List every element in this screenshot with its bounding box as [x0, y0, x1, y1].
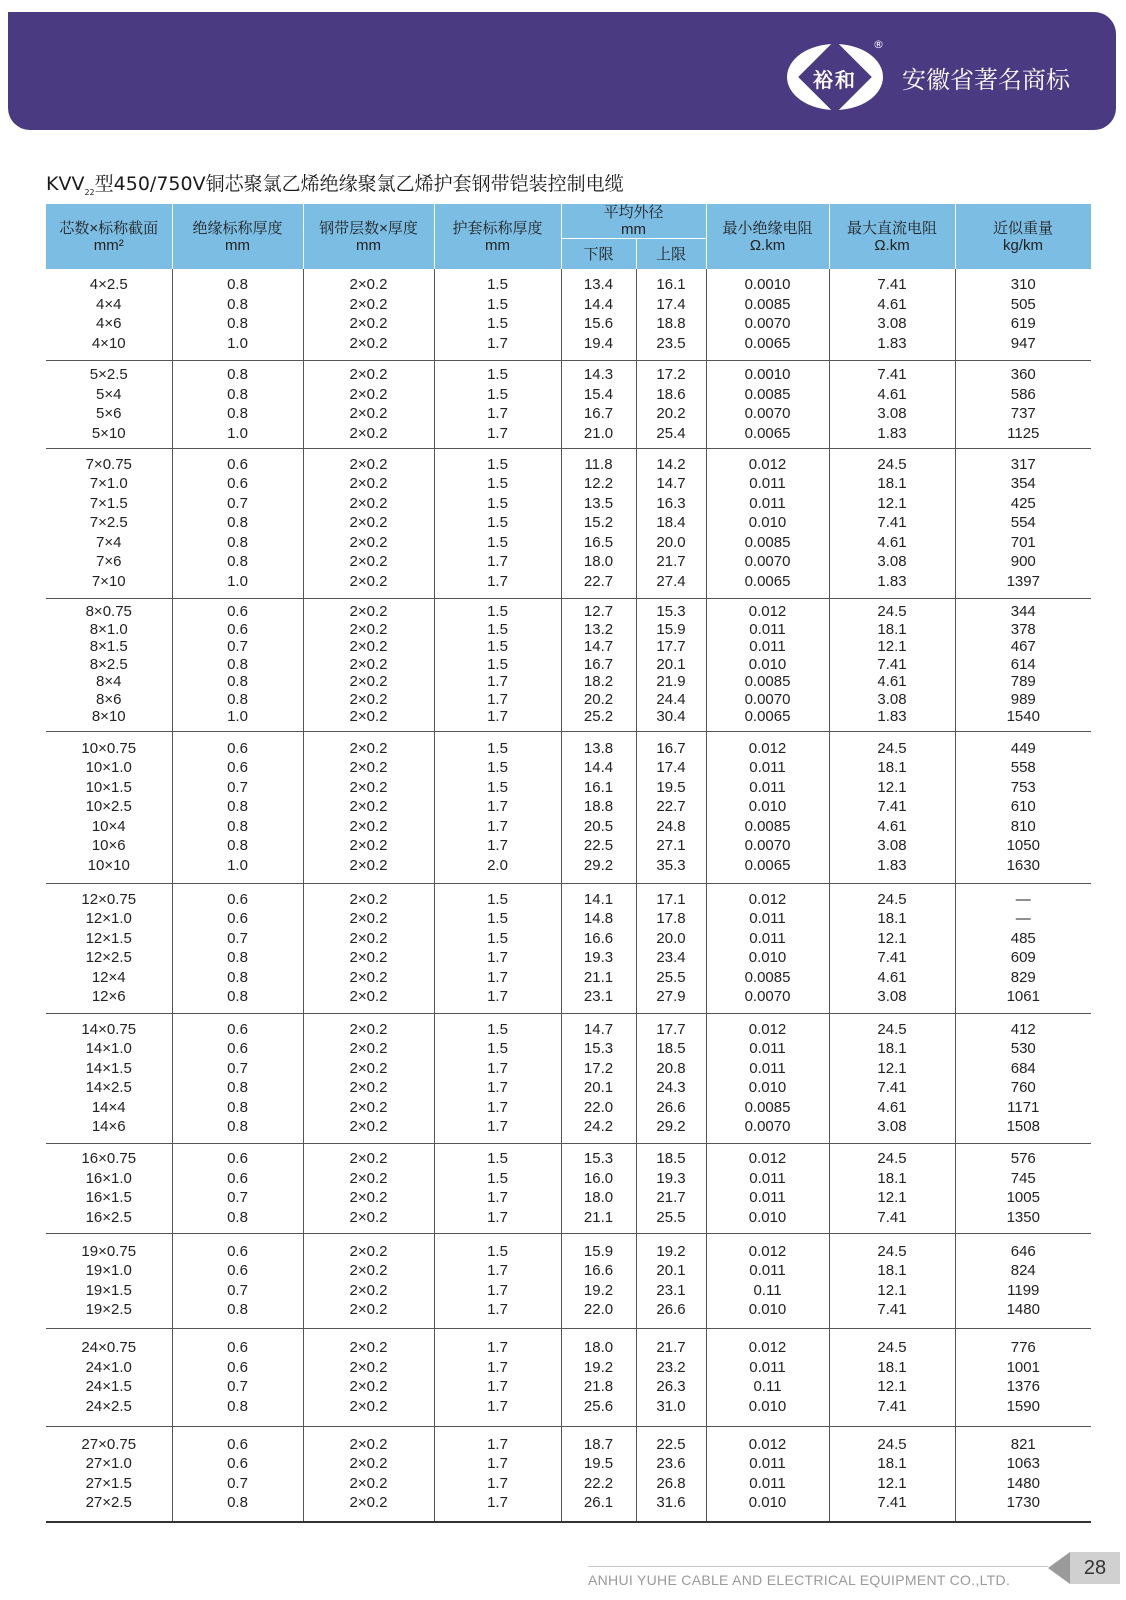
header-insulation-thickness	[172, 204, 303, 269]
cell-sheath-thickness: 1.5 1.5 1.7 1.7	[434, 1143, 561, 1233]
cell-dc-resistance: 24.5 18.1 12.1 7.41 4.61 3.08	[829, 883, 955, 1013]
cell-dc-resistance: 7.41 4.61 3.08 1.83	[829, 360, 955, 448]
cell-od-lower: 18.0 19.2 21.8 25.6	[561, 1328, 636, 1426]
cell-od-upper: 16.7 17.4 19.5 22.7 24.8 27.1 35.3	[636, 731, 706, 883]
logo-text: 裕和	[813, 68, 857, 92]
header-weight-label: 近似重量	[993, 219, 1054, 237]
header-dc-resistance-unit: Ω.km	[874, 236, 910, 254]
cell-steel-tape: 2×0.2 2×0.2 2×0.2 2×0.2 2×0.2 2×0.2 2×0.2	[303, 598, 434, 731]
title-prefix: KVV	[46, 173, 85, 195]
page-title	[46, 169, 624, 197]
cell-od-lower: 13.8 14.4 16.1 18.8 20.5 22.5 29.2	[561, 731, 636, 883]
cell-weight: 776 1001 1376 1590	[955, 1328, 1091, 1426]
cell-od-lower: 14.3 15.4 16.7 21.0	[561, 360, 636, 448]
cell-sheath-thickness: 1.5 1.5 1.7 1.7	[434, 360, 561, 448]
cell-core-size: 4×2.5 4×4 4×6 4×10	[46, 269, 172, 360]
cell-insulation-resistance: 0.0010 0.0085 0.0070 0.0065	[706, 360, 829, 448]
cell-insulation-resistance: 0.012 0.011 0.011 0.010 0.0085 0.0070	[706, 883, 829, 1013]
page-number: 28	[1070, 1552, 1120, 1584]
cell-weight: 449 558 753 610 810 1050 1630	[955, 731, 1091, 883]
header-sheath-label: 护套标称厚度	[452, 219, 543, 237]
header-outer-diameter-label: 平均外径	[603, 204, 664, 221]
table-row	[46, 1143, 1091, 1233]
header-weight	[955, 204, 1091, 269]
footer-divider	[588, 1566, 1048, 1567]
cell-core-size: 7×0.75 7×1.0 7×1.5 7×2.5 7×4 7×6 7×10	[46, 448, 172, 598]
cell-insulation-resistance: 0.012 0.011 0.011 0.010	[706, 1143, 829, 1233]
header-od-upper: 上限	[636, 239, 706, 270]
cell-dc-resistance: 24.5 18.1 12.1 7.41 4.61 3.08 1.83	[829, 448, 955, 598]
cell-od-lower: 15.9 16.6 19.2 22.0	[561, 1233, 636, 1328]
cell-steel-tape: 2×0.2 2×0.2 2×0.2 2×0.2	[303, 1143, 434, 1233]
title-subscript: 22	[84, 187, 95, 197]
cell-core-size: 27×0.75 27×1.0 27×1.5 27×2.5	[46, 1426, 172, 1522]
header-sheath-thickness	[434, 204, 561, 269]
cell-insulation-thickness: 0.6 0.6 0.7 0.8	[172, 1328, 303, 1426]
cell-insulation-resistance: 0.012 0.011 0.011 0.010	[706, 1426, 829, 1522]
header-insulation-resistance-unit: Ω.km	[749, 236, 786, 254]
header-dc-resistance	[829, 204, 955, 269]
cell-steel-tape: 2×0.2 2×0.2 2×0.2 2×0.2	[303, 360, 434, 448]
table-row	[46, 1426, 1091, 1522]
cell-steel-tape: 2×0.2 2×0.2 2×0.2 2×0.2 2×0.2 2×0.2 2×0.2	[303, 448, 434, 598]
cell-dc-resistance: 24.5 18.1 12.1 7.41 4.61 3.08 1.83	[829, 731, 955, 883]
cell-insulation-resistance: 0.0010 0.0085 0.0070 0.0065	[706, 269, 829, 360]
cell-insulation-thickness: 0.8 0.8 0.8 1.0	[172, 360, 303, 448]
table-row	[46, 1328, 1091, 1426]
header-steel-tape	[303, 204, 434, 269]
table-row	[46, 448, 1091, 598]
header-core-size	[46, 204, 172, 269]
cell-od-lower: 14.1 14.8 16.6 19.3 21.1 23.1	[561, 883, 636, 1013]
cell-steel-tape: 2×0.2 2×0.2 2×0.2 2×0.2	[303, 1328, 434, 1426]
header-core-size-label: 芯数×标称截面	[59, 219, 159, 237]
cell-insulation-resistance: 0.012 0.011 0.011 0.010 0.0085 0.0070	[706, 1013, 829, 1143]
cell-sheath-thickness: 1.7 1.7 1.7 1.7	[434, 1328, 561, 1426]
cell-insulation-thickness: 0.8 0.8 0.8 1.0	[172, 269, 303, 360]
cell-od-lower: 15.3 16.0 18.0 21.1	[561, 1143, 636, 1233]
cell-weight: 576 745 1005 1350	[955, 1143, 1091, 1233]
cell-core-size: 10×0.75 10×1.0 10×1.5 10×2.5 10×4 10×6 10×10	[46, 731, 172, 883]
cell-od-upper: 19.2 20.1 23.1 26.6	[636, 1233, 706, 1328]
cell-insulation-thickness: 0.6 0.6 0.7 0.8 0.8 0.8 1.0	[172, 731, 303, 883]
cell-dc-resistance: 24.5 18.1 12.1 7.41 4.61 3.08	[829, 1013, 955, 1143]
cell-od-lower: 12.7 13.2 14.7 16.7 18.2 20.2 25.2	[561, 598, 636, 731]
cell-weight: 412 530 684 760 1171 1508	[955, 1013, 1091, 1143]
cell-od-lower: 13.4 14.4 15.6 19.4	[561, 269, 636, 360]
table-row	[46, 1233, 1091, 1328]
cell-insulation-thickness: 0.6 0.6 0.7 0.8	[172, 1143, 303, 1233]
cell-od-upper: 15.3 15.9 17.7 20.1 21.9 24.4 30.4	[636, 598, 706, 731]
header-insulation-unit: mm	[225, 236, 250, 254]
cell-weight: 310 505 619 947	[955, 269, 1091, 360]
cell-dc-resistance: 24.5 18.1 12.1 7.41	[829, 1233, 955, 1328]
cell-weight: — — 485 609 829 1061	[955, 883, 1091, 1013]
header-outer-diameter	[561, 204, 706, 239]
cell-od-lower: 14.7 15.3 17.2 20.1 22.0 24.2	[561, 1013, 636, 1143]
cell-insulation-thickness: 0.6 0.6 0.7 0.8 0.8 0.8	[172, 1013, 303, 1143]
cell-insulation-resistance: 0.012 0.011 0.011 0.010 0.0085 0.0070 0.0065	[706, 448, 829, 598]
cell-od-upper: 16.1 17.4 18.8 23.5	[636, 269, 706, 360]
header-dc-resistance-label: 最大直流电阻	[847, 219, 938, 237]
page-arrow-icon	[1048, 1552, 1070, 1584]
spec-table	[46, 204, 1092, 1523]
cell-od-upper: 17.2 18.6 20.2 25.4	[636, 360, 706, 448]
table-row	[46, 1013, 1091, 1143]
cell-insulation-resistance: 0.012 0.011 0.11 0.010	[706, 1328, 829, 1426]
table-row	[46, 269, 1091, 360]
cell-dc-resistance: 7.41 4.61 3.08 1.83	[829, 269, 955, 360]
header-insulation-resistance-label: 最小绝缘电阻	[722, 219, 813, 237]
cell-dc-resistance: 24.5 18.1 12.1 7.41	[829, 1328, 955, 1426]
table-row	[46, 360, 1091, 448]
cell-insulation-thickness: 0.6 0.6 0.7 0.8 0.8 0.8 1.0	[172, 598, 303, 731]
cell-od-lower: 18.7 19.5 22.2 26.1	[561, 1426, 636, 1522]
cell-core-size: 8×0.75 8×1.0 8×1.5 8×2.5 8×4 8×6 8×10	[46, 598, 172, 731]
cell-core-size: 16×0.75 16×1.0 16×1.5 16×2.5	[46, 1143, 172, 1233]
cell-sheath-thickness: 1.5 1.5 1.5 1.7 1.7 1.7	[434, 883, 561, 1013]
header-steel-tape-label: 钢带层数×厚度	[319, 219, 418, 237]
cell-steel-tape: 2×0.2 2×0.2 2×0.2 2×0.2 2×0.2 2×0.2 2×0.2	[303, 731, 434, 883]
cell-insulation-resistance: 0.012 0.011 0.11 0.010	[706, 1233, 829, 1328]
table-row	[46, 731, 1091, 883]
cell-weight: 317 354 425 554 701 900 1397	[955, 448, 1091, 598]
brand-logo	[787, 44, 883, 110]
cell-weight: 344 378 467 614 789 989 1540	[955, 598, 1091, 731]
cell-steel-tape: 2×0.2 2×0.2 2×0.2 2×0.2 2×0.2 2×0.2	[303, 1013, 434, 1143]
header-weight-unit: kg/km	[1003, 236, 1044, 254]
cell-od-upper: 21.7 23.2 26.3 31.0	[636, 1328, 706, 1426]
cell-od-lower: 11.8 12.2 13.5 15.2 16.5 18.0 22.7	[561, 448, 636, 598]
cell-core-size: 24×0.75 24×1.0 24×1.5 24×2.5	[46, 1328, 172, 1426]
cell-sheath-thickness: 1.5 1.7 1.7 1.7	[434, 1233, 561, 1328]
cell-od-upper: 17.7 18.5 20.8 24.3 26.6 29.2	[636, 1013, 706, 1143]
cell-sheath-thickness: 1.5 1.5 1.5 1.5 1.5 1.7 1.7	[434, 448, 561, 598]
cell-steel-tape: 2×0.2 2×0.2 2×0.2 2×0.2	[303, 1426, 434, 1522]
brand-slogan: 安徽省著名商标	[902, 66, 1070, 94]
header-outer-diameter-unit: mm	[621, 221, 646, 238]
cell-core-size: 12×0.75 12×1.0 12×1.5 12×2.5 12×4 12×6	[46, 883, 172, 1013]
cell-sheath-thickness: 1.5 1.5 1.5 1.7	[434, 269, 561, 360]
cell-od-upper: 14.2 14.7 16.3 18.4 20.0 21.7 27.4	[636, 448, 706, 598]
cell-dc-resistance: 24.5 18.1 12.1 7.41 4.61 3.08 1.83	[829, 598, 955, 731]
header-od-lower: 下限	[561, 239, 636, 270]
header-steel-tape-unit: mm	[356, 236, 381, 254]
cell-weight: 646 824 1199 1480	[955, 1233, 1091, 1328]
cell-insulation-thickness: 0.6 0.6 0.7 0.8 0.8 0.8	[172, 883, 303, 1013]
cell-insulation-resistance: 0.012 0.011 0.011 0.010 0.0085 0.0070 0.0065	[706, 598, 829, 731]
cell-weight: 821 1063 1480 1730	[955, 1426, 1091, 1522]
cell-core-size: 19×0.75 19×1.0 19×1.5 19×2.5	[46, 1233, 172, 1328]
table-row	[46, 598, 1091, 731]
cell-sheath-thickness: 1.5 1.5 1.5 1.7 1.7 1.7 2.0	[434, 731, 561, 883]
footer-company-name: ANHUI YUHE CABLE AND ELECTRICAL EQUIPMENT CO.,LTD.	[588, 1572, 1011, 1588]
cell-insulation-thickness: 0.6 0.6 0.7 0.8 0.8 0.8 1.0	[172, 448, 303, 598]
cell-steel-tape: 2×0.2 2×0.2 2×0.2 2×0.2	[303, 1233, 434, 1328]
cell-core-size: 5×2.5 5×4 5×6 5×10	[46, 360, 172, 448]
cell-od-upper: 17.1 17.8 20.0 23.4 25.5 27.9	[636, 883, 706, 1013]
cell-dc-resistance: 24.5 18.1 12.1 7.41	[829, 1426, 955, 1522]
title-rest: 型450/750V铜芯聚氯乙烯绝缘聚氯乙烯护套钢带铠装控制电缆	[94, 173, 624, 195]
registered-mark: ®	[873, 38, 884, 51]
cell-steel-tape: 2×0.2 2×0.2 2×0.2 2×0.2 2×0.2 2×0.2	[303, 883, 434, 1013]
cell-insulation-resistance: 0.012 0.011 0.011 0.010 0.0085 0.0070 0.0065	[706, 731, 829, 883]
cell-dc-resistance: 24.5 18.1 12.1 7.41	[829, 1143, 955, 1233]
cell-insulation-thickness: 0.6 0.6 0.7 0.8	[172, 1233, 303, 1328]
header-sheath-unit: mm	[485, 236, 510, 254]
header-core-size-unit: mm²	[93, 236, 124, 254]
cell-sheath-thickness: 1.5 1.5 1.7 1.7 1.7 1.7	[434, 1013, 561, 1143]
cell-core-size: 14×0.75 14×1.0 14×1.5 14×2.5 14×4 14×6	[46, 1013, 172, 1143]
header-insulation-label: 绝缘标称厚度	[192, 219, 283, 237]
header-insulation-resistance	[706, 204, 829, 269]
table-row	[46, 883, 1091, 1013]
cell-steel-tape: 2×0.2 2×0.2 2×0.2 2×0.2	[303, 269, 434, 360]
cell-weight: 360 586 737 1125	[955, 360, 1091, 448]
cell-od-upper: 18.5 19.3 21.7 25.5	[636, 1143, 706, 1233]
cell-insulation-thickness: 0.6 0.6 0.7 0.8	[172, 1426, 303, 1522]
cell-sheath-thickness: 1.5 1.5 1.5 1.5 1.7 1.7 1.7	[434, 598, 561, 731]
cell-od-upper: 22.5 23.6 26.8 31.6	[636, 1426, 706, 1522]
cell-sheath-thickness: 1.7 1.7 1.7 1.7	[434, 1426, 561, 1522]
